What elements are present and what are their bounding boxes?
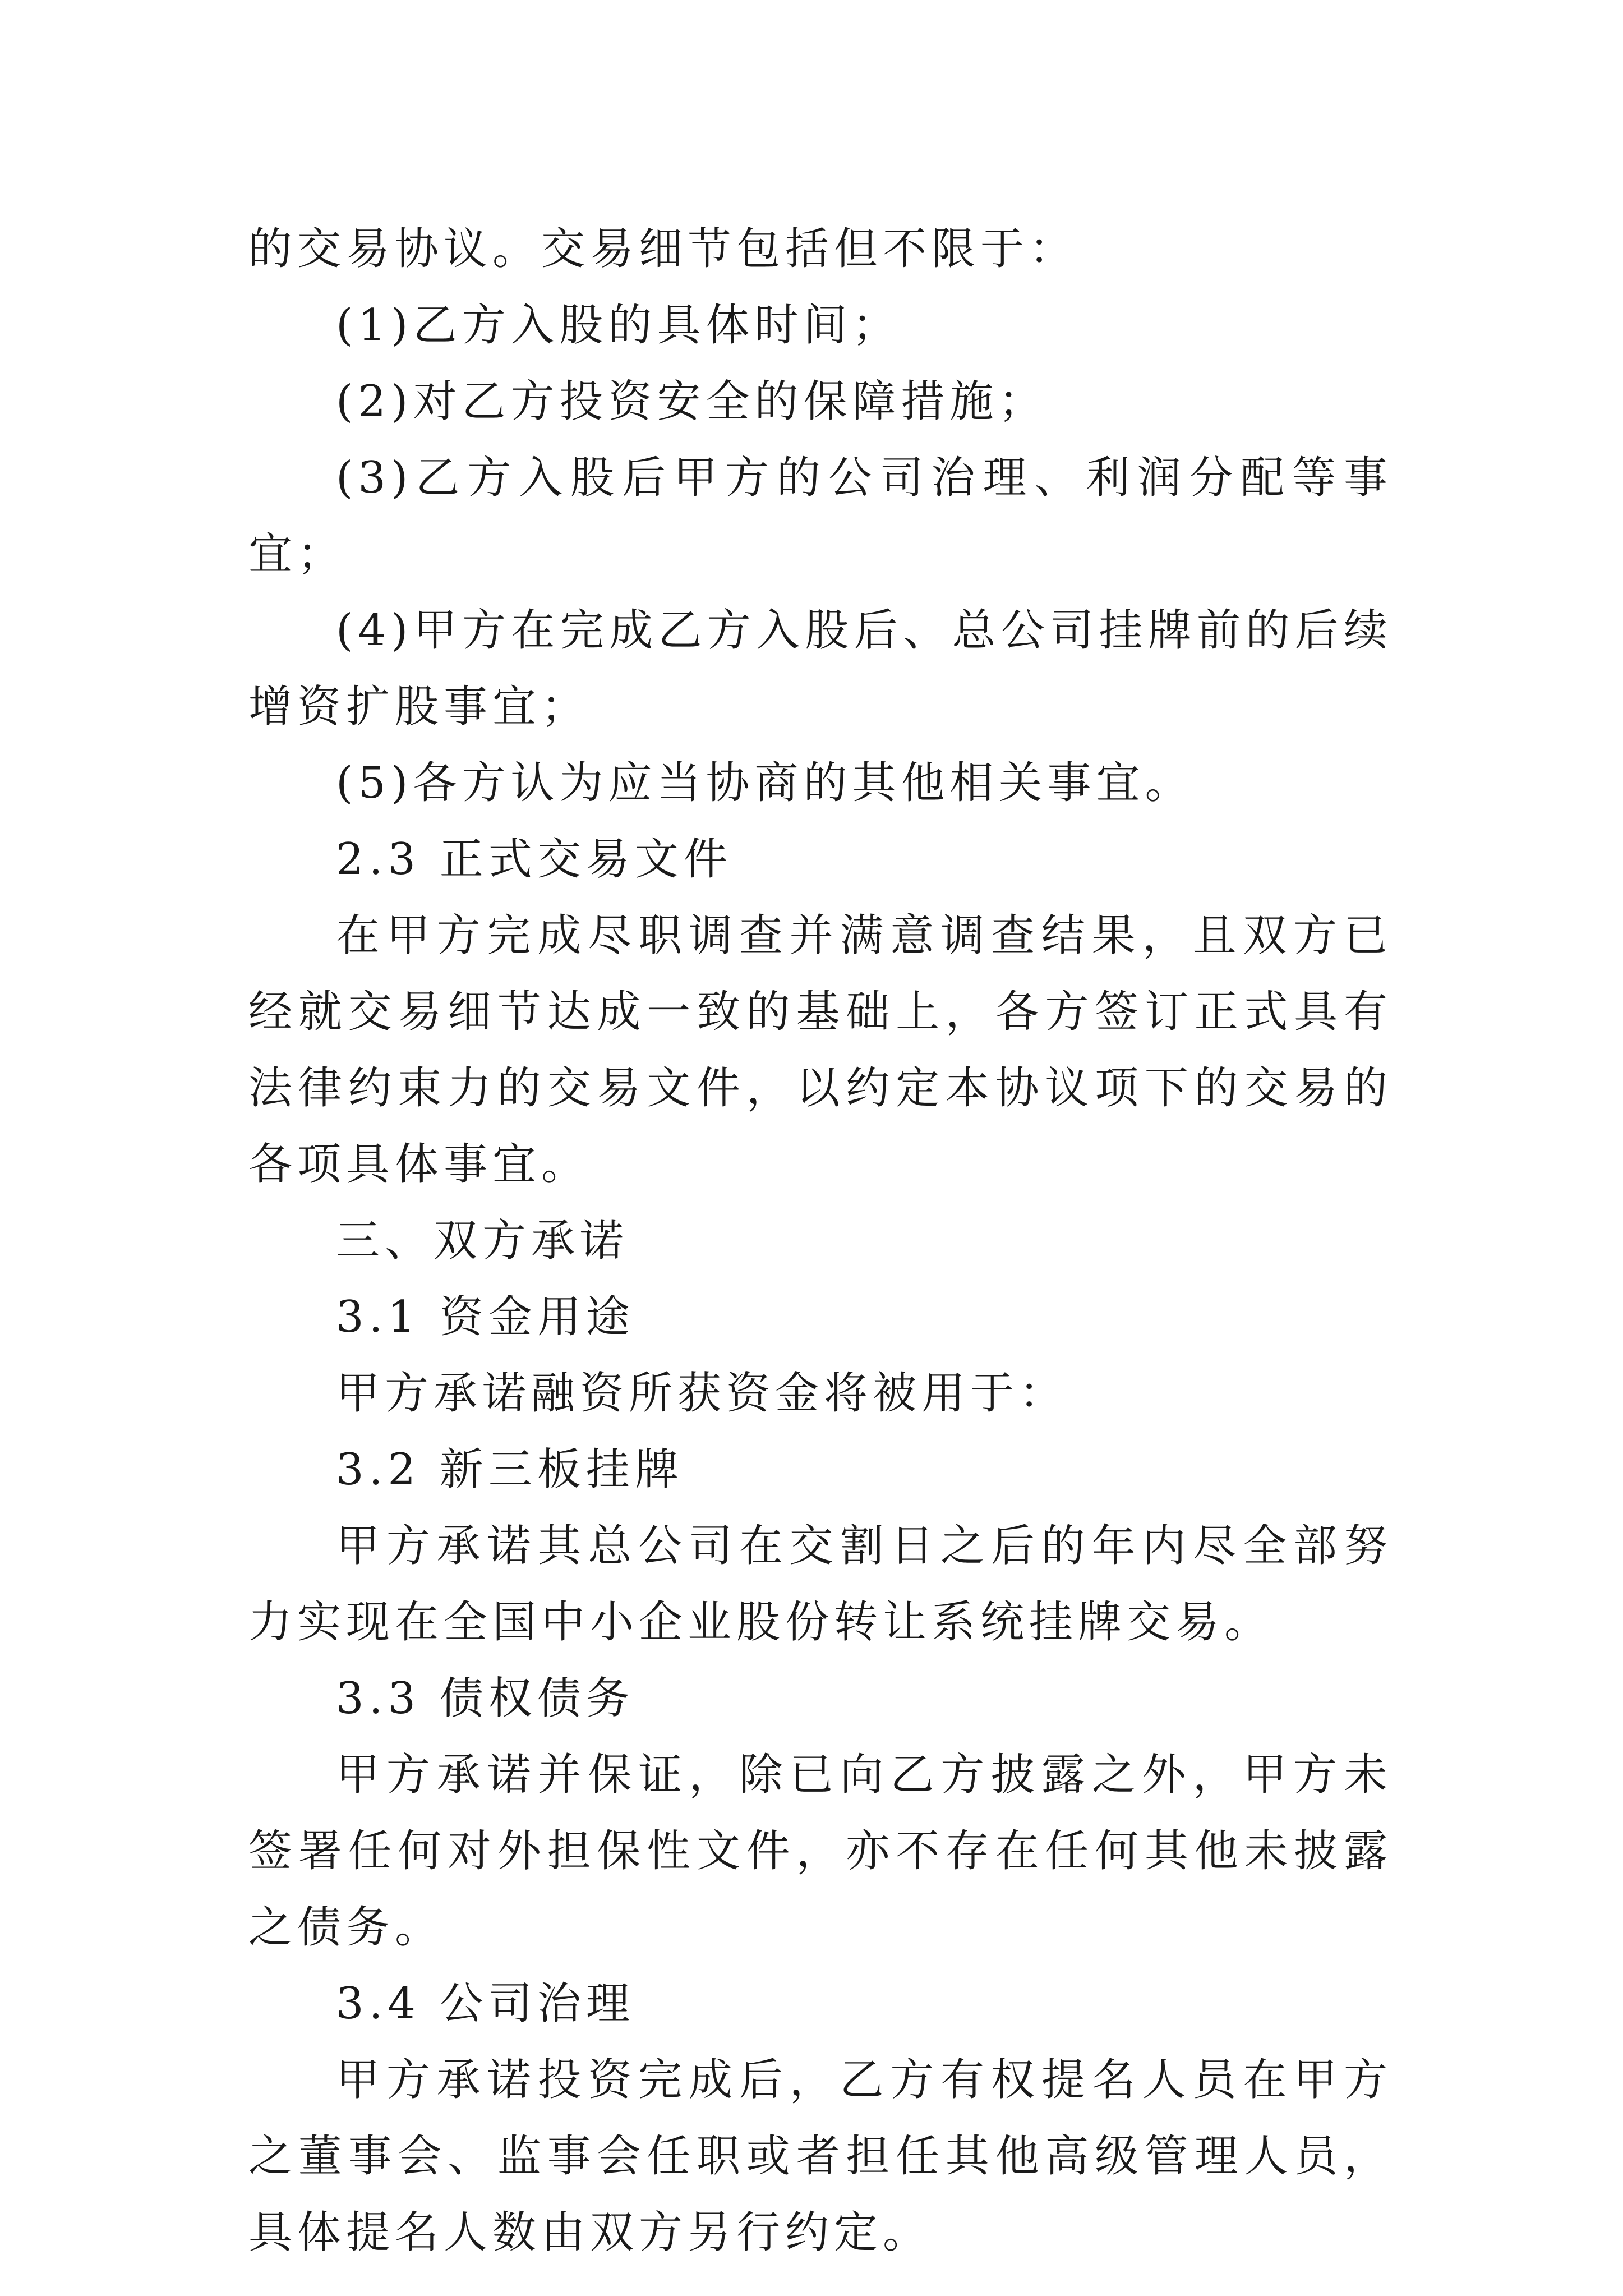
paragraph-governance: 甲方承诺投资完成后，乙方有权提名人员在甲方之董事会、监事会任职或者担任其他高级管理人员，具体提名人数由双方另行约定。 [248, 2055, 1393, 2258]
list-item-4-capital-increase: (4)甲方在完成乙方入股后、总公司挂牌前的后续增资扩股事宜； [248, 605, 1393, 732]
list-item-1-investment-time: (1)乙方入股的具体时间； [336, 300, 901, 351]
paragraph-trade-agreement-intro: 的交易协议。交易细节包括但不限于： [248, 224, 1078, 274]
list-item-5-other-matters: (5)各方认为应当协商的其他相关事宜。 [336, 758, 1194, 808]
section-heading-3-3: 3.3 债权债务 [336, 1673, 635, 1724]
section-heading-2-3: 2.3 正式交易文件 [336, 834, 732, 885]
paragraph-formal-documents: 在甲方完成尽职调查并满意调查结果，且双方已经就交易细节达成一致的基础上，各方签订正式具有法律约束力的交易文件，以约定本协议项下的交易的各项具体事宜。 [248, 910, 1393, 1190]
list-item-2-security-measures: (2)对乙方投资安全的保障措施； [336, 376, 1048, 427]
section-heading-3-1: 3.1 资金用途 [336, 1292, 635, 1342]
chapter-heading-3: 三、双方承诺 [336, 1216, 629, 1266]
list-item-3-governance-profit: (3)乙方入股后甲方的公司治理、利润分配等事宜； [248, 453, 1393, 579]
section-heading-3-2: 3.2 新三板挂牌 [336, 1444, 684, 1495]
document-body [248, 211, 1393, 2271]
paragraph-debts: 甲方承诺并保证，除已向乙方披露之外，甲方未签署任何对外担保性文件，亦不存在任何其他未披露之债务。 [248, 1750, 1393, 1953]
paragraph-listing: 甲方承诺其总公司在交割日之后的年内尽全部努力实现在全国中小企业股份转让系统挂牌交易。 [248, 1521, 1393, 1648]
section-heading-3-4: 3.4 公司治理 [336, 1978, 635, 2029]
paragraph-fund-use: 甲方承诺融资所获资金将被用于： [336, 1368, 1068, 1419]
